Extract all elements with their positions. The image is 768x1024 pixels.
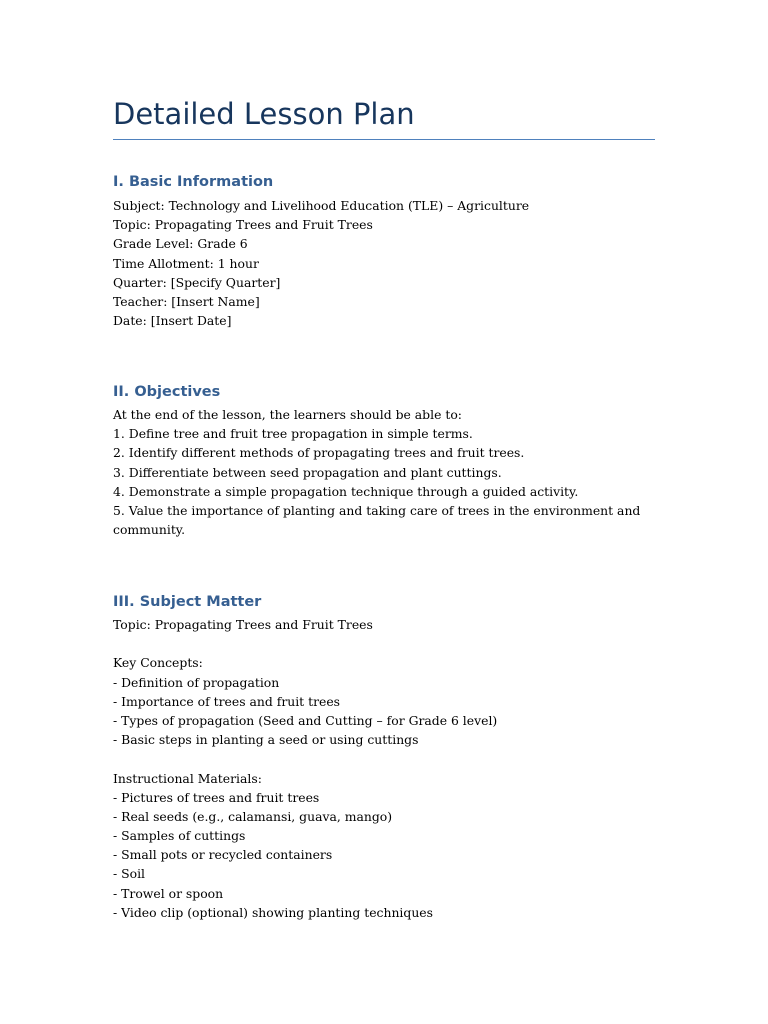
objective-item-continuation: community.	[113, 522, 186, 538]
material-item: - Pictures of trees and fruit trees	[113, 789, 320, 805]
objective-item: 3. Differentiate between seed propagation and plant cuttings.	[113, 464, 502, 480]
material-item: - Small pots or recycled containers	[113, 847, 333, 863]
objective-item: 5. Value the importance of planting and taking care of trees in the environment and	[113, 502, 641, 518]
material-item: - Soil	[113, 866, 145, 882]
objectives-intro: At the end of the lesson, the learners should be able to:	[113, 407, 462, 422]
quarter-line: Quarter: [Specify Quarter]	[113, 274, 281, 290]
material-item: - Real seeds (e.g., calamansi, guava, mango)	[113, 808, 393, 824]
section-heading-objectives: II. Objectives	[113, 384, 221, 400]
section-heading-subject-matter: III. Subject Matter	[113, 594, 262, 610]
topic-line: Topic: Propagating Trees and Fruit Trees	[113, 217, 373, 233]
subject-line: Subject: Technology and Livelihood Education (TLE) – Agriculture	[113, 198, 530, 213]
grade-level-line: Grade Level: Grade 6	[113, 236, 248, 252]
material-item: - Video clip (optional) showing planting techniques	[113, 904, 433, 920]
time-allotment-line: Time Allotment: 1 hour	[113, 255, 259, 271]
key-concepts-label: Key Concepts:	[113, 655, 203, 671]
objective-item: 1. Define tree and fruit tree propagation in simple terms.	[113, 426, 473, 442]
key-concept-item: - Types of propagation (Seed and Cutting – for Grade 6 level)	[113, 712, 498, 728]
date-line: Date: [Insert Date]	[113, 313, 232, 329]
instructional-materials-label: Instructional Materials:	[113, 770, 262, 786]
subject-matter-body	[113, 615, 655, 922]
document-title: Detailed Lesson Plan	[113, 97, 415, 131]
key-concept-item: - Importance of trees and fruit trees	[113, 693, 341, 709]
title-underline	[113, 139, 655, 140]
blank-line	[113, 749, 655, 768]
section-heading-basic-information: I. Basic Information	[113, 174, 274, 190]
material-item: - Samples of cuttings	[113, 828, 246, 844]
objective-item: 2. Identify different methods of propagating trees and fruit trees.	[113, 445, 525, 461]
key-concept-item: - Definition of propagation	[113, 674, 280, 690]
key-concept-item: - Basic steps in planting a seed or using cuttings	[113, 732, 419, 748]
objective-item: 4. Demonstrate a simple propagation technique through a guided activity.	[113, 483, 579, 499]
basic-information-body	[113, 196, 655, 330]
subject-matter-topic: Topic: Propagating Trees and Fruit Trees	[113, 617, 373, 632]
material-item: - Trowel or spoon	[113, 885, 224, 901]
teacher-line: Teacher: [Insert Name]	[113, 293, 260, 309]
blank-line	[113, 634, 655, 653]
objectives-body	[113, 405, 655, 539]
